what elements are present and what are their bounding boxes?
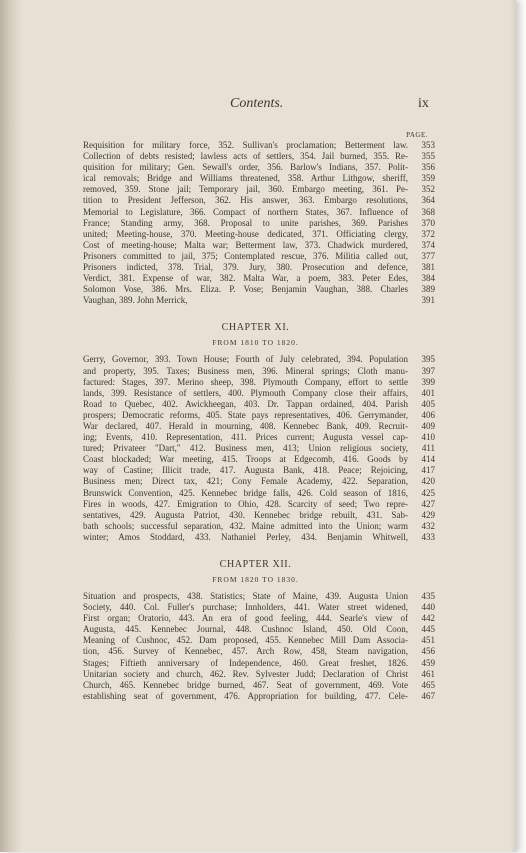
contents-line-text: France; Standing army, 368. Proposal to unite parishes, 369. Parishes	[83, 217, 408, 228]
contents-line-text: Solomon Vose, 386. Mrs. Eliza. P. Vose; Benjamin Vaughan, 388. Charles	[83, 284, 408, 295]
page-number: ix	[418, 96, 429, 111]
contents-line-page: 391	[421, 295, 435, 306]
contents-line-text: Brunswick Convention, 425. Kennebec bridge falls, 426. Cold season of 1816,	[83, 487, 408, 498]
contents-line	[83, 162, 435, 173]
contents-line-text: Vaughan, 389. John Merrick,	[83, 295, 188, 306]
contents-line-text: and property, 395. Taxes; Business men, 396. Mineral springs; Cloth manu-	[83, 365, 408, 376]
contents-line-page: 397	[421, 365, 435, 376]
contents-line	[83, 668, 435, 680]
contents-line	[83, 284, 435, 295]
contents-line-page: 372	[421, 228, 435, 239]
contents-line-text: Collection of debts resisted; lawless acts of settlers, 354. Jail burned, 355. Re-	[83, 151, 408, 162]
contents-line-page: 377	[421, 250, 435, 261]
contents-line-text: Augusta, 445. Kennebec Journal, 448. Cushnoc Island, 450. Old Coon,	[83, 624, 408, 635]
contents-line-text: Verdict, 381. Expense of war, 382. Malta War, a poem, 383. Peter Edes,	[83, 273, 408, 284]
contents-line-page: 433	[421, 531, 435, 542]
contents-line-text: tion, 456. Survey of Kennebec, 457. Arch Row, 458, Steam navigation,	[83, 646, 408, 657]
contents-line	[83, 250, 435, 262]
contents-line-text: Cost of meeting-house; Malta war; Betterment law, 373. Chadwick murdered,	[83, 239, 408, 250]
contents-line-page: 440	[421, 602, 435, 613]
contents-line-page: 401	[421, 387, 435, 398]
running-head-title: Contents.	[230, 96, 284, 111]
contents-line-page: 414	[421, 454, 435, 465]
intro-block	[83, 140, 435, 306]
contents-line-page: 409	[421, 420, 435, 431]
contents-line	[83, 690, 435, 702]
contents-line-text: Situation and prospects, 438. Statistics; State of Maine, 439. Augusta Union	[83, 591, 408, 601]
contents-line-page: 456	[421, 646, 435, 657]
contents-line-page: 381	[421, 262, 435, 273]
contents-line-page: 432	[421, 520, 435, 531]
chapter-years: FROM 1820 TO 1830.	[212, 575, 299, 584]
contents-line-text: bath schools; successful separation, 432. Maine admitted into the Union; warm	[83, 520, 408, 531]
contents-line	[83, 602, 435, 613]
contents-line	[83, 531, 435, 543]
contents-line	[83, 195, 435, 206]
contents-line	[83, 520, 435, 532]
contents-line-page: 406	[421, 409, 435, 420]
contents-line	[83, 239, 435, 251]
contents-line-text: Business men; Direct tax, 421; Cony Female Academy, 422. Separation,	[83, 476, 408, 487]
contents-line-text: ing; Events, 410. Representation, 411. Prices current; Augusta vessel cap-	[83, 432, 408, 443]
contents-line-text: Gerry, Governor, 393. Town House; Fourth of July celebrated, 394. Population	[83, 354, 408, 365]
contents-line-text: Requisition for military force, 352. Sullivan's proclamation; Betterment law.	[83, 140, 408, 150]
contents-line-text: Coast blockaded; War meeting, 415. Troops at Edgecomb, 416. Goods by	[83, 454, 408, 465]
contents-line	[83, 295, 435, 306]
contents-line-page: 459	[421, 657, 435, 668]
contents-line-page: 374	[421, 239, 435, 250]
contents-line-text: way of Castine; Illicit trade, 417. Augusta Bank, 418. Peace; Rejoicing,	[83, 465, 408, 476]
contents-line	[83, 657, 435, 669]
contents-line-page: 368	[421, 206, 435, 217]
contents-line-text: united; Meeting-house, 370. Meeting-house dedicated, 371. Officiating clergy,	[83, 228, 408, 239]
contents-line-page: 410	[421, 432, 435, 443]
contents-line	[83, 140, 435, 151]
contents-line	[83, 591, 435, 602]
contents-line-text: establishing seat of government, 476. Appropriation for building, 477. Cele-	[83, 690, 408, 701]
contents-line-page: 429	[421, 509, 435, 520]
page-gutter-shadow	[0, 0, 22, 852]
contents-line	[83, 387, 435, 399]
contents-line-text: First organ; Oratorio, 443. An era of good feeling, 444. Searle's view of	[83, 613, 408, 624]
contents-line-text: ical removals; Bridge and Williams threatened, 358. Arthur Lithgow, sheriff,	[83, 173, 408, 184]
chapters	[83, 322, 435, 702]
contents-line-page: 359	[421, 173, 435, 184]
contents-line-page: 427	[421, 498, 435, 509]
contents-line	[83, 376, 435, 388]
contents-line	[83, 624, 435, 635]
contents-line-text: lands, 399. Resistance of settlers, 400. Plymouth Company close their affairs,	[83, 387, 408, 398]
chapter-section	[83, 559, 435, 702]
contents-line	[83, 398, 435, 410]
contents-line	[83, 273, 435, 284]
contents-line-page: 405	[421, 398, 435, 409]
contents-line-text: Church, 465. Kennebec bridge burned, 467. Seat of government, 469. Vote	[83, 679, 408, 690]
contents-line-text: Fires in woods, 427. Emigration to Ohio, 428. Scarcity of seed; Two repre-	[83, 498, 408, 509]
chapter-heading: CHAPTER XII.	[219, 559, 292, 570]
contents-line-text: removed, 359. Stone jail; Temporary jail, 360. Embargo meeting, 361. Pe-	[83, 184, 408, 195]
contents-line	[83, 635, 435, 646]
contents-line	[83, 498, 435, 510]
contents-line-page: 467	[421, 690, 435, 701]
page-column-label: PAGE.	[406, 131, 428, 139]
contents-line-text: winter; Amos Stoddard, 433. Nathaniel Perley, 434. Benjamin Whitwell,	[83, 531, 408, 542]
chapter-years: FROM 1810 TO 1820.	[212, 338, 299, 348]
contents-line-page: 442	[421, 613, 435, 624]
contents-line	[83, 613, 435, 624]
contents-line-text: Prisoners indicted, 378. Trial, 379. Jury, 380. Prosecution and defence,	[83, 262, 408, 273]
contents-line-page: 465	[421, 679, 435, 690]
contents-line	[83, 151, 435, 162]
contents-line-page: 352	[421, 184, 435, 195]
contents-line-page: 417	[421, 465, 435, 476]
contents-line-text: factured: Stages, 397. Merino sheep, 398. Plymouth Company, effort to settle	[83, 376, 408, 387]
contents-line-text: tured; Privateer "Dart," 412. Business men, 413; Union religious society,	[83, 443, 408, 454]
contents-line	[83, 184, 435, 195]
contents-line-page: 389	[421, 284, 435, 295]
contents-line-text: Stages; Fiftieth anniversary of Independence, 460. Great freshet, 1826.	[83, 657, 408, 668]
contents-line-text: Unitarian society and church, 462. Rev. Sylvester Judd; Declaration of Christ	[83, 668, 408, 679]
contents-line	[83, 217, 435, 229]
contents-line	[83, 465, 435, 476]
contents-line-page: 461	[421, 668, 435, 679]
contents-line	[83, 420, 435, 432]
contents-line	[83, 646, 435, 657]
contents-line	[83, 262, 435, 273]
contents-line-page: 384	[421, 273, 435, 284]
contents-line	[83, 454, 435, 465]
contents-line	[83, 509, 435, 521]
contents-line-page: 355	[421, 151, 435, 162]
contents-line	[83, 206, 435, 218]
contents-line-page: 370	[421, 217, 435, 228]
contents-line-page: 445	[421, 624, 435, 635]
contents-line-page: 411	[421, 443, 435, 454]
contents-line-page: 451	[421, 635, 435, 646]
page-edge	[510, 0, 516, 852]
contents-line-text: quisition for military; Gen. Sewall's order, 356. Barlow's Indians, 357. Polit-	[83, 162, 408, 173]
contents-line	[83, 443, 435, 454]
contents-line-page: 356	[421, 162, 435, 173]
running-head	[0, 96, 516, 116]
contents-line	[83, 432, 435, 443]
contents-line	[83, 228, 435, 240]
contents-line-page: 435	[421, 591, 435, 601]
contents-line	[83, 409, 435, 421]
contents-line-page: 353	[421, 140, 435, 150]
contents-line-page: 420	[421, 476, 435, 487]
contents-line-text: tition to President Jefferson, 362. His answer, 363. Embargo resolutions,	[83, 195, 408, 206]
contents-text	[83, 130, 435, 702]
contents-line-text: prospers; Democratic reforms, 405. State pays representatives, 406. Gerrymander,	[83, 409, 408, 420]
chapter-section	[83, 322, 435, 543]
contents-line-text: sentatives, 429. Augusta Patriot, 430. Kennebec bridge rebuilt, 431. Sab-	[83, 509, 408, 520]
contents-line-page: 425	[421, 487, 435, 498]
contents-line-text: Memorial to Legislature, 366. Compact of northern States, 367. Influence of	[83, 206, 408, 217]
contents-line-text: Society, 440. Col. Fuller's purchase; Innholders, 441. Water street widened,	[83, 602, 408, 613]
contents-line-page: 364	[421, 195, 435, 206]
contents-line	[83, 679, 435, 691]
contents-line	[83, 476, 435, 487]
contents-line-text: Prisoners committed to jail, 375; Contemplated rescue, 376. Militia called out,	[83, 250, 408, 261]
contents-line-text: War declared, 407. Herald in mourning, 408. Kennebec Bank, 409. Recruit-	[83, 420, 408, 431]
contents-line	[83, 354, 435, 365]
contents-line	[83, 365, 435, 377]
contents-line	[83, 173, 435, 184]
contents-line-text: Meaning of Cushnoc, 452. Dam proposed, 455. Kennebec Mill Dam Associa-	[83, 635, 408, 646]
contents-line	[83, 487, 435, 499]
contents-line-text: Road to Quebec, 402. Awickheegan, 403. Dr. Tappan ordained, 404. Parish	[83, 398, 408, 409]
contents-line-page: 399	[421, 376, 435, 387]
contents-line-page: 395	[421, 354, 435, 365]
chapter-heading: CHAPTER XI.	[221, 322, 290, 334]
